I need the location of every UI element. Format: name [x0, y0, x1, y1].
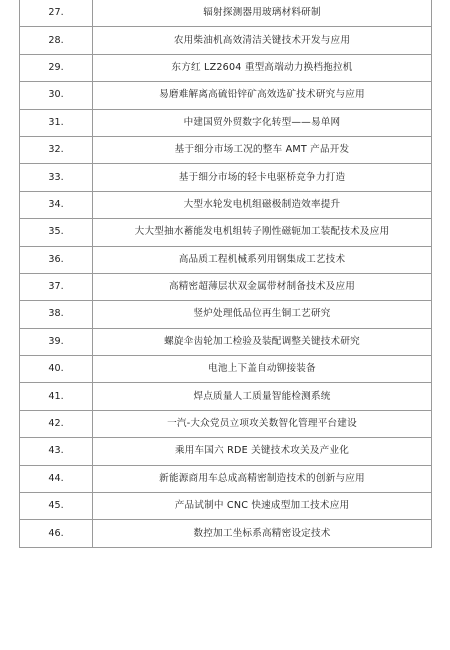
project-title: 基于细分市场的轻卡电驱桥竞争力打造: [93, 164, 432, 191]
row-number: 30.: [20, 82, 93, 109]
table-row: [20, 383, 432, 410]
row-number: 28.: [20, 27, 93, 54]
row-number: 27.: [20, 0, 93, 27]
project-table: [19, 0, 432, 548]
row-number: 32.: [20, 136, 93, 163]
project-title: 乘用车国六 RDE 关键技术攻关及产业化: [93, 438, 432, 465]
project-title: 竖炉处理低品位再生铜工艺研究: [93, 301, 432, 328]
project-title: 大大型抽水蓄能发电机组转子刚性磁轭加工装配技术及应用: [93, 219, 432, 246]
row-number: 43.: [20, 438, 93, 465]
table-row: [20, 219, 432, 246]
project-title: 基于细分市场工况的整车 AMT 产品开发: [93, 136, 432, 163]
table-row: [20, 273, 432, 300]
project-title: 东方红 LZ2604 重型高端动力换档拖拉机: [93, 54, 432, 81]
project-title: 中建国贸外贸数字化转型——易单网: [93, 109, 432, 136]
row-number: 31.: [20, 109, 93, 136]
row-number: 42.: [20, 410, 93, 437]
row-number: 33.: [20, 164, 93, 191]
project-title: 焊点质量人工质量智能检测系统: [93, 383, 432, 410]
table-row: [20, 301, 432, 328]
row-number: 45.: [20, 493, 93, 520]
row-number: 34.: [20, 191, 93, 218]
row-number: 29.: [20, 54, 93, 81]
table-row: [20, 82, 432, 109]
table-row: [20, 191, 432, 218]
row-number: 40.: [20, 356, 93, 383]
project-title: 一汽-大众党员立项攻关数智化管理平台建设: [93, 410, 432, 437]
table-row: [20, 54, 432, 81]
row-number: 35.: [20, 219, 93, 246]
table-row: [20, 410, 432, 437]
project-title: 数控加工坐标系高精密设定技术: [93, 520, 432, 547]
row-number: 39.: [20, 328, 93, 355]
project-title: 高品质工程机械系列用钢集成工艺技术: [93, 246, 432, 273]
table-row: [20, 328, 432, 355]
row-number: 38.: [20, 301, 93, 328]
table-row: [20, 465, 432, 492]
project-title: 辐射探测器用玻璃材料研制: [93, 0, 432, 27]
table-row: [20, 520, 432, 547]
project-title: 高精密超薄层状双金属带材制备技术及应用: [93, 273, 432, 300]
row-number: 37.: [20, 273, 93, 300]
project-title: 新能源商用车总成高精密制造技术的创新与应用: [93, 465, 432, 492]
project-title: 螺旋伞齿轮加工检验及装配调整关键技术研究: [93, 328, 432, 355]
table-row: [20, 493, 432, 520]
project-title: 大型水轮发电机组磁极制造效率提升: [93, 191, 432, 218]
table-row: [20, 164, 432, 191]
project-title: 电池上下盖自动铆接装备: [93, 356, 432, 383]
project-list-sheet: [19, 0, 429, 548]
table-row: [20, 0, 432, 27]
row-number: 44.: [20, 465, 93, 492]
project-title: 农用柴油机高效清洁关键技术开发与应用: [93, 27, 432, 54]
row-number: 36.: [20, 246, 93, 273]
table-row: [20, 438, 432, 465]
row-number: 46.: [20, 520, 93, 547]
table-row: [20, 356, 432, 383]
project-title: 易磨难解离高硫铅锌矿高效选矿技术研究与应用: [93, 82, 432, 109]
row-number: 41.: [20, 383, 93, 410]
project-table-body: [20, 0, 432, 547]
table-row: [20, 136, 432, 163]
table-row: [20, 109, 432, 136]
table-row: [20, 246, 432, 273]
project-title: 产品试制中 CNC 快速成型加工技术应用: [93, 493, 432, 520]
table-row: [20, 27, 432, 54]
